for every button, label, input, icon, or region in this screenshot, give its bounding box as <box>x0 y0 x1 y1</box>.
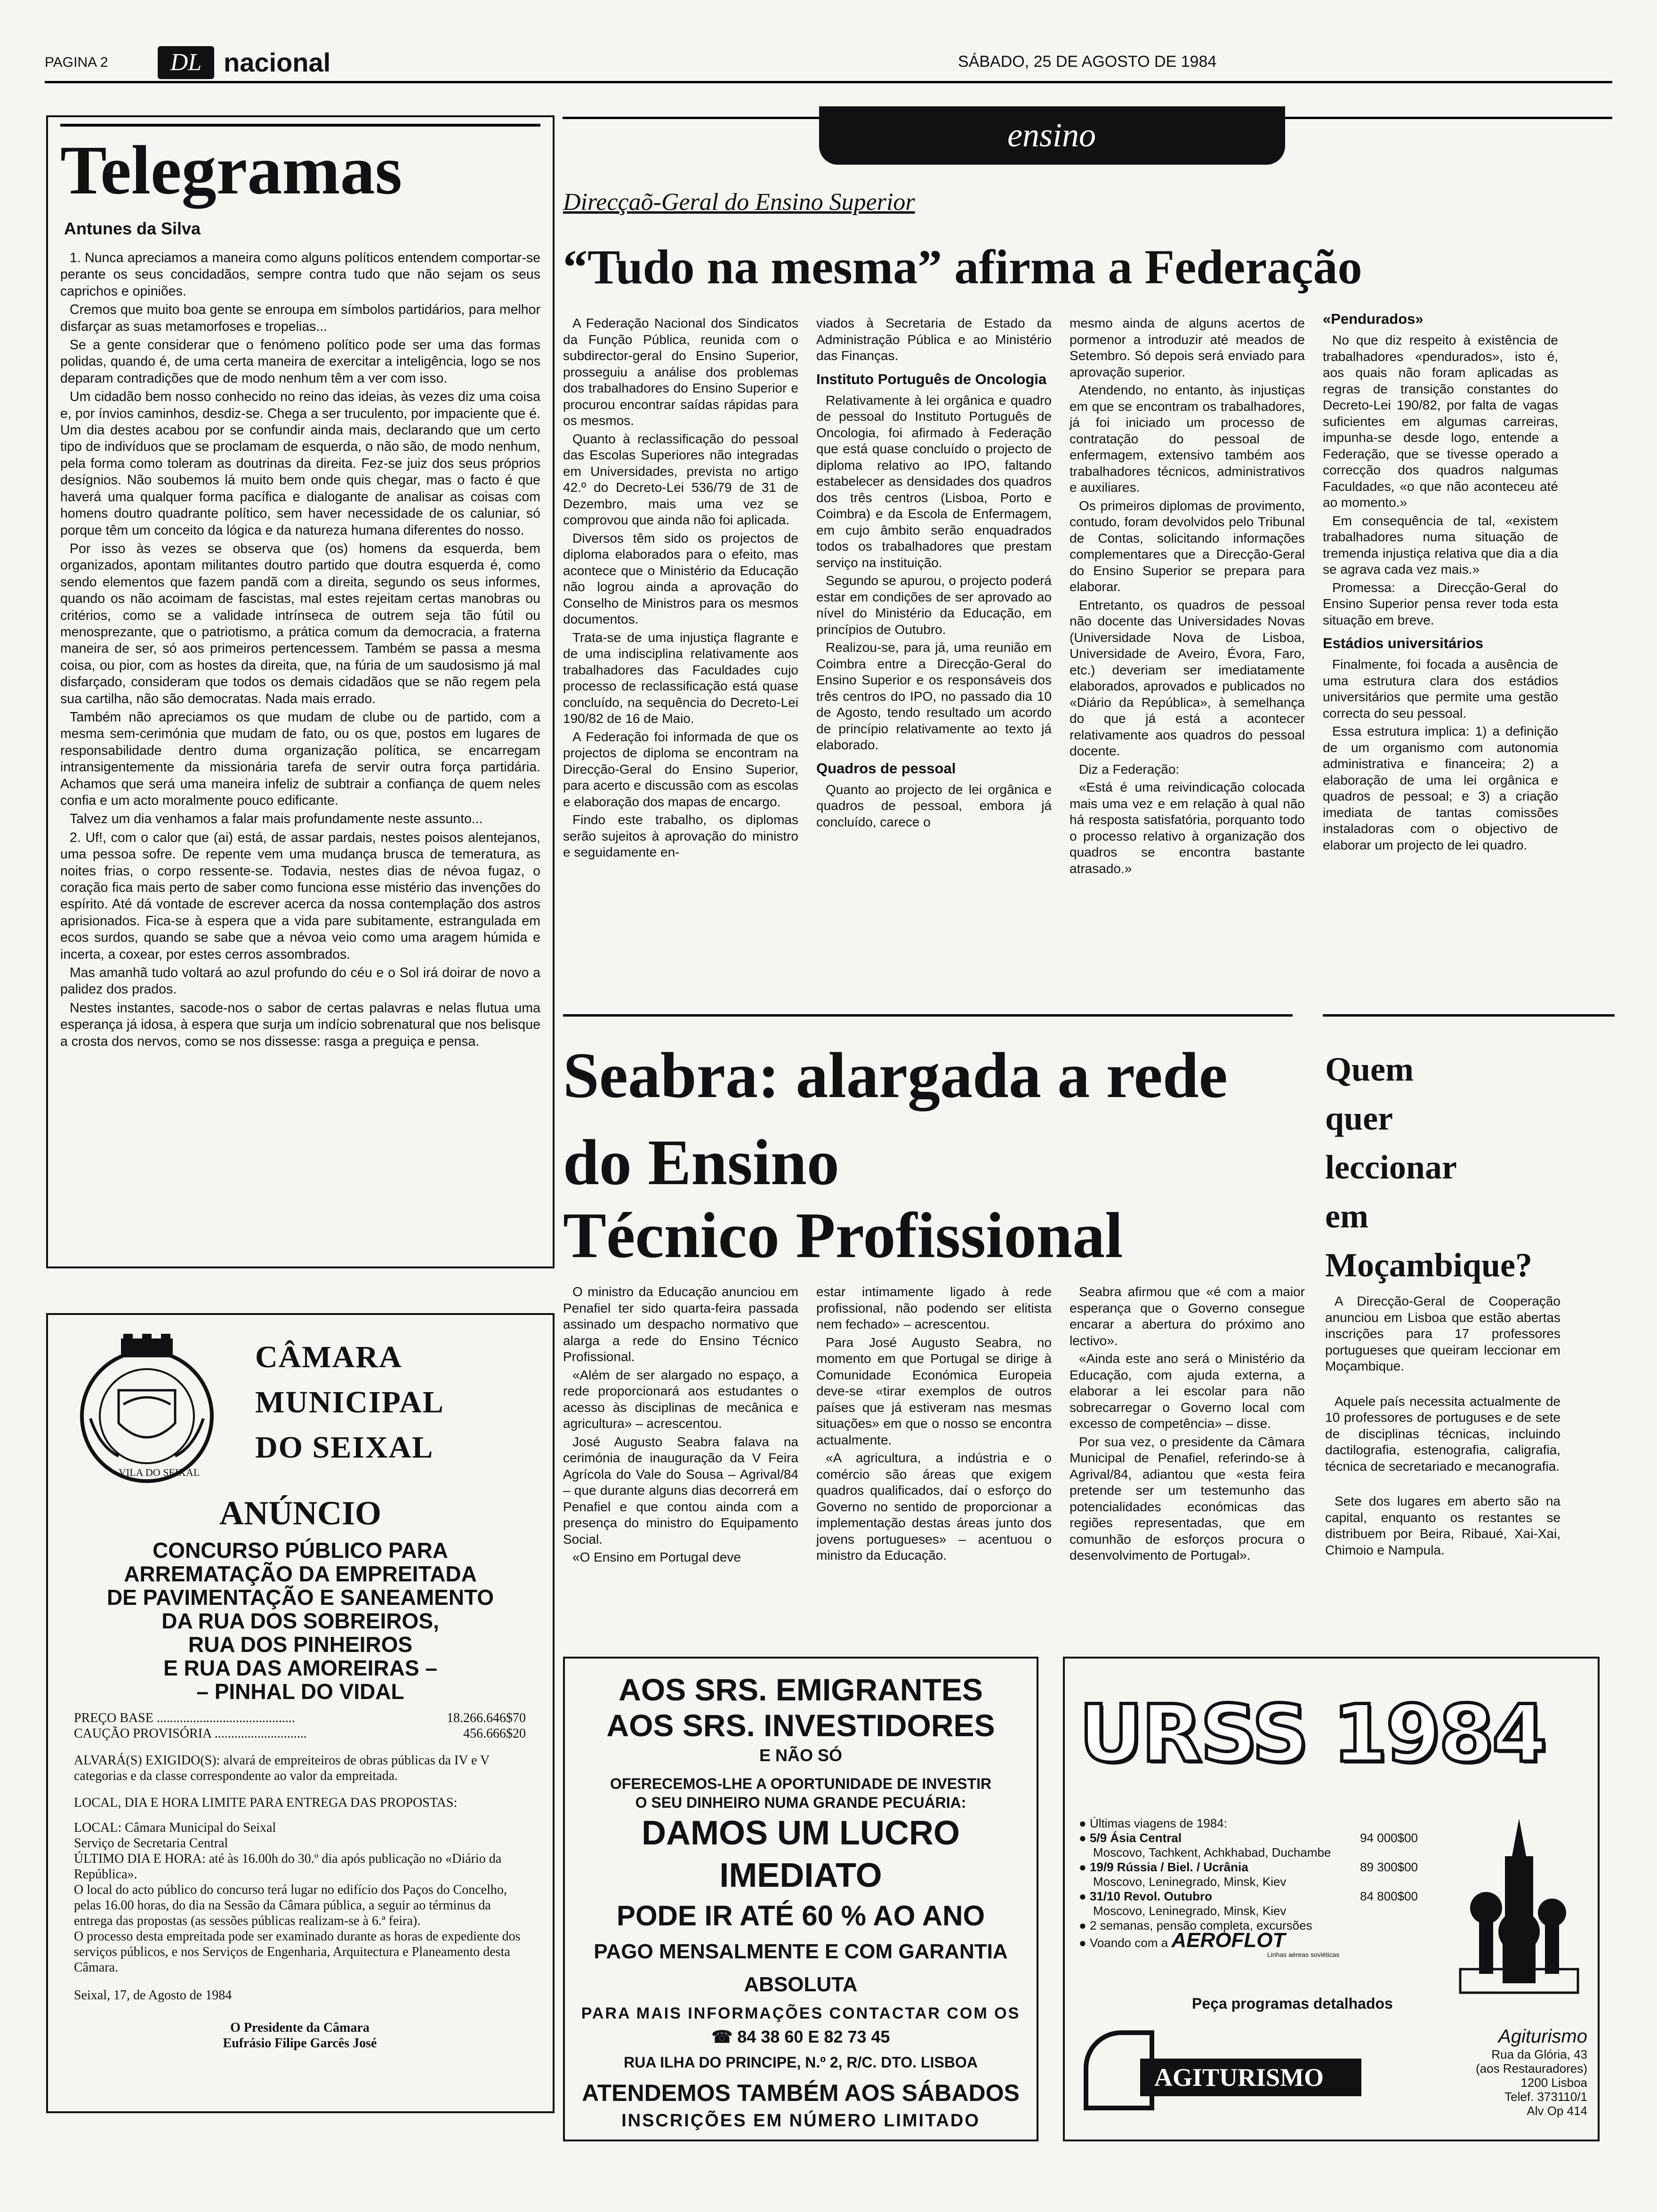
urss-extra: ● Voando com a AEROFLOT <box>1079 1929 1286 1952</box>
municipal-seal-text: VILA DO SEIXAL <box>119 1467 200 1478</box>
urss-intro: ● Últimas viagens de 1984: <box>1079 1816 1227 1830</box>
emigrantes-line-8: PAGO MENSALMENTE E COM GARANTIA ABSOLUTA <box>594 1940 1008 1996</box>
emigrantes-ad <box>563 1657 1038 2141</box>
ensino-tab-label: ensino <box>1007 116 1096 154</box>
preco-row <box>74 1710 526 1726</box>
concurso-line: RUA DOS PINHEIROS <box>188 1632 413 1657</box>
ensino-paragraph: Entretanto, os quadros de pessoal não docente das Universidades Novas (Universidade Nova de Lisboa, Universidade de Aveiro, Évora, Faro, etc.) deveriam ser imediatamente elaborados, aprovados e publicados no «Diário da República», à semelhança do que já está a acontecer relativamente aos quadros do pessoal docente. <box>1070 597 1305 758</box>
local-title: LOCAL, DIA E HORA LIMITE PARA ENTREGA DAS PROPOSTAS: <box>74 1795 458 1810</box>
ensino-paragraph: Realizou-se, para já, uma reunião em Coimbra entre a Direcção-Geral do Ensino Superior e os responsáveis dos três centros do IPO, no passado dia 10 de Agosto, tendo resultado um acordo de princípio relativamente ao texto já elaborado. <box>816 640 1052 752</box>
agiturismo-address-line: Alv Op 414 <box>1527 2104 1587 2118</box>
aeroflot-logo: AEROFLOT <box>1171 1929 1286 1952</box>
telegramas-author: Antunes da Silva <box>64 219 201 238</box>
mocambique-paragraph: Aquele país necessita actualmente de 10 professores de portuguses e de sete de disciplinas técnicas, incluindo dactilografia, estenografia, caligrafia, técnica de secretariado e mecanografia. <box>1325 1394 1560 1474</box>
urss-trip: ● 5/9 Ásia Central 94 000$00 <box>1079 1831 1418 1845</box>
emigrantes-line-5: O SEU DINHEIRO NUMA GRANDE PECUÁRIA: <box>635 1794 966 1811</box>
mocambique-headline-line: leccionar <box>1325 1148 1457 1186</box>
seabra-paragraph: O ministro da Educação anunciou em Penafiel ter sido quarta-feira passada assinado um despacho normativo que alarga a rede do Ensino Técnico Profissional. <box>563 1284 798 1364</box>
urss-trip: ● 31/10 Revol. Outubro 84 800$00 <box>1079 1889 1418 1903</box>
telegramas-title: Telegramas <box>60 132 402 209</box>
telegramas-text <box>60 250 540 1050</box>
seabra-headline-3: Técnico Profissional <box>563 1199 1123 1271</box>
caucao-value: 456.666$20 <box>463 1726 526 1741</box>
section-name: nacional <box>224 48 331 77</box>
telegramas-paragraph: Cremos que muito boa gente se enroupa em símbolos partidários, para melhor disfarçar as suas metamorfoses e tropelias... <box>60 302 540 334</box>
seabra-top-rule <box>563 1014 1293 1017</box>
emigrantes-line-2: AOS SRS. INVESTIDORES <box>606 1708 995 1743</box>
mocambique-top-rule <box>1323 1014 1615 1017</box>
seabra-paragraph: «Ainda este ano será o Ministério da Educação, com ajuda externa, a elaborar a lei escolar para não sobrecarregar o Governo local com excesso de competência» – disse. <box>1070 1351 1305 1431</box>
ensino-subhead-ipo: Instituto Português de Oncologia <box>816 370 1047 387</box>
newspaper-logo: DL <box>158 46 214 79</box>
agiturismo-contact <box>1437 2026 1587 2118</box>
ensino-column-1 <box>563 315 798 863</box>
emigrantes-line-9: PARA MAIS INFORMAÇÕES CONTACTAR COM OS <box>581 2004 1021 2022</box>
ensino-subhead-estadios: Estádios universitários <box>1323 635 1484 651</box>
urss-cta: Peça programas detalhados <box>1192 1995 1393 2012</box>
emigrantes-line-12: ATENDEMOS TAMBÉM AOS SÁBADOS <box>582 2080 1020 2106</box>
urss-ad <box>1063 1657 1600 2141</box>
mocambique-text <box>1325 1293 1560 1560</box>
camara-signer-title: O Presidente da Câmara <box>230 2020 370 2035</box>
seabra-paragraph: José Augusto Seabra falava na cerimónia de inauguração da V Feira Agrícola do Vale do Sousa – Agrival/84 – que durante alguns dias decorrerá em Penafiel e que contou ainda com a presença do ministro do Equipamento Social. <box>563 1434 798 1547</box>
ensino-kicker: Direcçaõ-Geral do Ensino Superior <box>563 189 915 216</box>
agiturismo-name: Agiturismo <box>1498 2026 1587 2047</box>
emigrantes-line-3: E NÃO SÓ <box>759 1746 843 1765</box>
agiturismo-logo-bar: AGITURISMO <box>1140 2059 1361 2096</box>
mocambique-headline-line: em <box>1325 1197 1368 1235</box>
preco-label: PREÇO BASE .......................................... <box>74 1711 295 1725</box>
urss-title: URSS 1984 <box>1079 1688 1545 1780</box>
camara-title-line: MUNICIPAL <box>255 1385 444 1419</box>
concurso-line: E RUA DAS AMOREIRAS – <box>163 1656 437 1680</box>
emigrantes-phone: ☎ 84 38 60 E 82 73 45 <box>711 2027 890 2046</box>
seabra-paragraph: Para José Augusto Seabra, no momento em que Portugal se dirige à Comunidade Económica Europeia deve-se «tirar exemplos de outros países que já estiveram nas mesmas situações» em que o nosso se encontra actualmente. <box>816 1335 1052 1447</box>
emigrantes-line-6: DAMOS UM LUCRO IMEDIATO <box>642 1814 960 1894</box>
seabra-paragraph: «A agricultura, a indústria e o comércio são áreas que exigem quadros qualificados, daí o esforço do Governo no sentido de proporcionar a implementação destas áreas junto dos jovens portugueses» – acentuou o ministro da Educação. <box>816 1451 1052 1563</box>
telegramas-top-rule <box>60 124 540 127</box>
municipal-seal-icon <box>76 1334 217 1489</box>
seabra-headline-2: do Ensino <box>563 1126 839 1198</box>
seabra-column-2 <box>816 1284 1052 1566</box>
seabra-paragraph: Seabra afirmou que «é com a maior esperança que o Governo consegue encarar a abertura do próximo ano lectivo». <box>1070 1284 1305 1348</box>
telegramas-paragraph: Um cidadão bem nosso conhecido no reino das ideias, às vezes diz uma coisa e, por ínvios caminhos, desdiz-se. Chega a ser truculento, por impaciente que é. Um dia destes acabou por se confundir ainda mais, declarando que um certo tipo de indivíduos que se proclamam de esquerda, o não são, de modo nenhum, pela forma como toleram as doutrinas da direita. Fez-se juiz dos seus próprios desígnios. Não soubemos lá muito bem onde quis chegar, mas o facto é que haverá uma qualquer forma pacífica e dialogante de analisar as coisas com homens doutro quadrante político, sem haver necessidade de os caluniar, só porque têm um conceito da lógica e da natureza humana diferentes do nosso. <box>60 389 540 538</box>
camara-signer-name: Eufrásio Filipe Garcês José <box>223 2036 377 2051</box>
concurso-line: DA RUA DOS SOBREIROS, <box>161 1609 439 1633</box>
telegramas-box <box>46 115 555 1268</box>
aeroflot-sub: Linhas aéreas soviéticas <box>1267 1951 1340 1958</box>
ensino-paragraph: Os primeiros diplomas de provimento, contudo, foram devolvidos pelo Tribunal de Contas, solicitando informações complementares que a Direcção-Geral do Ensino Superior se prepara para elaborar. <box>1070 498 1305 594</box>
ensino-paragraph: Diz a Federação: <box>1079 761 1180 777</box>
page-date: SÁBADO, 25 DE AGOSTO DE 1984 <box>958 53 1217 71</box>
emigrantes-line-13: INSCRIÇÕES EM NÚMERO LIMITADO <box>621 2111 980 2131</box>
ensino-subhead-pendurados: «Pendurados» <box>1323 311 1424 327</box>
local-line: Serviço de Secretaria Central <box>74 1836 228 1851</box>
mocambique-paragraph: Sete dos lugares em aberto são na capital, enquanto os restantes se distribuem por Beira, Ribaué, Xai-Xai, Chimoio e Nampula. <box>1325 1494 1560 1557</box>
camara-details <box>74 1710 526 2051</box>
concurso-line: ARREMATAÇÃO DA EMPREITADA <box>124 1562 477 1586</box>
agiturismo-address-line: 1200 Lisboa <box>1520 2076 1587 2090</box>
ensino-paragraph: Promessa: a Direcção-Geral do Ensino Superior pensa rever toda esta situação em breve. <box>1323 580 1558 627</box>
ensino-subhead-quadros: Quadros de pessoal <box>816 760 956 777</box>
header-rule <box>45 81 1612 83</box>
seabra-paragraph: «Além de ser alargado no espaço, a rede proporcionará aos estudantes o acesso às disciplinas de mecânica e agricultura» – acrescentou. <box>563 1367 798 1431</box>
caucao-row <box>74 1726 526 1741</box>
ensino-paragraph: Finalmente, foi focada a ausência de uma estrutura clara dos estádios universitários que permite uma gestão correcta do seu pessoal. <box>1323 657 1558 721</box>
mocambique-paragraph: A Direcção-Geral de Cooperação anunciou em Lisboa que estão abertas inscrições para 17 professores portugueses que queiram leccionar em Moçambique. <box>1325 1294 1560 1373</box>
concurso-line: – PINHAL DO VIDAL <box>196 1679 404 1704</box>
mocambique-headline-line: quer <box>1325 1099 1393 1137</box>
telegramas-paragraph: 1. Nunca apreciamos a maneira como alguns políticos entendem comportar-se perante os seus concidadãos, sempre contra tudo que não sejam os seus caprichos e opiniões. <box>60 250 540 299</box>
agiturismo-address-line: Rua da Glória, 43 <box>1491 2047 1587 2061</box>
seabra-column-3 <box>1070 1284 1305 1566</box>
ensino-paragraph: A Federação foi informada de que os projectos de diploma se encontram na Direcção-Geral do Ensino Superior, para acerto e discussão com as escolas e elaboração dos mapas de encargo. <box>563 729 798 809</box>
ensino-paragraph: «Está é uma reivindicação colocada mais uma vez e em relação à qual não há resposta satisfatória, porquanto todo o processo relativo à organização dos quadros se encontra bastante atrasado.» <box>1070 780 1305 876</box>
urss-trip-route: Moscovo, Leninegrado, Minsk, Kiev <box>1093 1875 1287 1889</box>
telegramas-paragraph: 2. Uf!, com o calor que (ai) está, de assar pardais, nestes poisos alentejanos, uma pessoa sofre. De repente vem uma mudança brusca de temeratura, as noites frias, o corpo ressente-se. Todavia, nestes dias de névoa fugaz, o coração fica mais perto de saber como funciona esse mistério das invenções do espírito. Até dá vontade de escrever acerca da nossa contemplação dos astros aprisionados. Fica-se à espera que a vida pare subitamente, estrangulada em ecos surdos, quando se sabe que a névoa veio como uma aragem húmida e incerta, a coxear, por estes cerros assombrados. <box>60 830 540 962</box>
telegramas-paragraph: Se a gente considerar que o fenómeno político pode ser uma das formas polidas, quando é, de uma certa maneira de exercitar a inteligência, logo se nos deparam contradições que de modo nenhum têm a ver com isso. <box>60 337 540 386</box>
telegramas-paragraph: Talvez um dia venhamos a falar mais profundamente neste assunto... <box>70 811 483 827</box>
kremlin-icon <box>1451 1814 1587 2002</box>
page-header <box>45 46 1612 84</box>
acto-text: O local do acto público do concurso terá lugar no edifício dos Paços do Concelho, pelas 16.00 horas, do dia na Sessão da Câmara pública, a seguir ao términus da entrega das propostas (as sessões públicas realizam-se à 6.ª feira). <box>74 1883 507 1928</box>
ensino-headline: “Tudo na mesma” afirma a Federação <box>563 240 1362 294</box>
ensino-paragraph: Findo este trabalho, os diplomas serão sujeitos à aprovação do ministro e seguidamente en- <box>563 812 798 859</box>
ensino-paragraph: Segundo se apurou, o projecto poderá estar em condições de ser aprovado ao nível do Ministério da Educação, em princípios de Outubro. <box>816 573 1052 637</box>
seabra-column-1 <box>563 1284 798 1568</box>
ensino-paragraph: Atendendo, no entanto, às injustiças em que se encontram os trabalhadores, já foi iniciado um processo de contratação do pessoal de enfermagem, extensivo também aos trabalhadores técnicos, administrativos e auxiliares. <box>1070 383 1305 495</box>
ensino-column-2 <box>816 315 1052 832</box>
seabra-paragraph: «O Ensino em Portugal deve <box>572 1550 741 1564</box>
ensino-paragraph: Essa estrutura implica: 1) a definição de um organismo com autonomia administrativa e financeira; 2) a elaboração de uma lei orgânica e quadros de pessoal; e 3) a criação imediata de tantas comissões instaladoras com o objectivo de elaborar um projecto de lei quadro. <box>1323 724 1558 852</box>
ensino-column-4 <box>1323 311 1558 855</box>
page-number: PAGINA 2 <box>45 55 108 70</box>
concurso-line: CONCURSO PÚBLICO PARA <box>153 1538 448 1563</box>
telegramas-paragraph: Também não apreciamos os que mudam de clube ou de partido, com a mesma sem-cerimónia que mudam de fato, ou os que, postos em lugares de responsabilidade dentro duma organização política, se encarregam intransigentemente da missionária tarefa de servir outra força partidária. Achamos que será uma maneira infeliz de subtrair a confiança de quem neles confia e um acto moralmente pouco edificante. <box>60 709 540 808</box>
ensino-paragraph: Quanto à reclassificação do pessoal das Escolas Superiores não integradas em Universidades, prevista no artigo 42.º do Decreto-Lei 536/79 de 31 de Dezembro, mais uma vez se comprovou que ainda não foi aplicada. <box>563 431 798 527</box>
urss-trip-route: Moscovo, Leninegrado, Minsk, Kiev <box>1093 1904 1287 1918</box>
urss-trip: ● 19/9 Rússia / Biel. / Ucrânia 89 300$00 <box>1079 1860 1418 1874</box>
ensino-paragraph: Trata-se de uma injustiça flagrante e de uma indisciplina relativamente aos trabalhadores das Faculdades cujo processo de reclassificação está quase concluído, na sequência do Decreto-Lei 190/82 de 16 de Maio. <box>563 630 798 726</box>
ensino-paragraph: A Federação Nacional dos Sindicatos da Função Pública, reunida com o subdirector-geral do Ensino Superior, prosseguiu a análise dos problemas dos trabalhadores do Ensino Superior e procurou encontrar saídas rápidas para os mesmos. <box>563 316 798 428</box>
emigrantes-line-4: OFERECEMOS-LHE A OPORTUNIDADE DE INVESTIR <box>610 1775 992 1792</box>
mocambique-headline <box>1325 1045 1532 1290</box>
camara-title <box>255 1335 444 1470</box>
caucao-label: CAUÇÃO PROVISÓRIA ............................ <box>74 1726 307 1741</box>
ensino-paragraph: Quanto ao projecto de lei orgânica e quadros de pessoal, embora já concluído, carece o <box>816 782 1052 829</box>
mocambique-headline-line: Moçambique? <box>1325 1246 1532 1284</box>
local-line: LOCAL: Câmara Municipal do Seixal <box>74 1820 276 1835</box>
ensino-column-3 <box>1070 315 1305 879</box>
camara-title-line: CÂMARA <box>255 1340 402 1374</box>
preco-value: 18.266.646$70 <box>447 1711 526 1725</box>
agiturismo-address-line: (aos Restauradores) <box>1476 2061 1587 2076</box>
ensino-paragraph: Relativamente à lei orgânica e quadro de pessoal do Instituto Português de Oncologia, foi afirmado à Federação que está quase concluído o projecto de diploma relativo ao IPO, faltando estabelecer as densidades dos quadros dos três centros (Lisboa, Porto e Coimbra) e da Escola de Enfermagem, em cujo âmbito serão enquadrados todos os trabalhadores que prestam serviço na instituição. <box>816 393 1052 570</box>
ensino-paragraph: mesmo ainda de alguns acertos de pormenor a introduzir até meados de Setembro. Só depois será enviado para aprovação superior. <box>1070 316 1305 379</box>
alvara-text: ALVARÁ(S) EXIGIDO(S): alvará de empreiteiros de obras públicas da IV e V categorias e da classe correspondente ao valor da empreitada. <box>74 1753 490 1783</box>
anuncio-title: ANÚNCIO <box>219 1494 381 1532</box>
urss-trip-route: Moscovo, Tachkent, Achkhabad, Duchambe <box>1093 1845 1331 1859</box>
seabra-paragraph: estar intimamente ligado à rede profissional, não podendo ser elitista nem fechado» – acrescentou. <box>816 1284 1052 1331</box>
emigrantes-line-1: AOS SRS. EMIGRANTES <box>619 1672 983 1707</box>
emigrantes-address: RUA ILHA DO PRINCIPE, N.º 2, R/C. DTO. LISBOA <box>624 2054 978 2071</box>
seabra-paragraph: Por sua vez, o presidente da Câmara Municipal de Penafiel, referindo-se à Agrival/84, adiantou que «esta feira pretende ser um testemunho das potencialidades económicas das regiões representadas, que em comunhão de esforços procura o desenvolvimento de Portugal». <box>1070 1434 1305 1563</box>
agiturismo-address-line: Telef. 373110/1 <box>1504 2090 1587 2104</box>
camara-date: Seixal, 17, de Agosto de 1984 <box>74 1988 232 2003</box>
ensino-paragraph: viados à Secretaria de Estado da Administração Pública e ao Ministério das Finanças. <box>816 316 1052 363</box>
ultimo-dia: ÚLTIMO DIA E HORA: até às 16.00h do 30.º dia após publicação no «Diário da República». <box>74 1851 502 1882</box>
camara-title-line: DO SEIXAL <box>255 1430 434 1465</box>
agiturismo-logo <box>1079 2021 1371 2115</box>
urss-trips <box>1079 1816 1418 1959</box>
mocambique-headline-line: Quem <box>1325 1050 1414 1088</box>
ensino-paragraph: Diversos têm sido os projectos de diploma elaborados para o efeito, mas acontece que o Ministério da Educação não logrou ainda a aprovação do Conselho de Ministros para os mesmos documentos. <box>563 530 798 626</box>
processo-text: O processo desta empreitada pode ser examinado durante as horas de expediente dos serviços públicos, e nos Serviços de Engenharia, Arquitectura e Planeamento desta Câmara. <box>74 1929 521 1975</box>
urss-extra: ● 2 semanas, pensão completa, excursões <box>1079 1918 1312 1932</box>
seabra-headline-1: Seabra: alargada a rede <box>563 1039 1228 1111</box>
telegramas-paragraph: Mas amanhã tudo voltará ao azul profundo do céu e o Sol irá doirar de novo a palidez dos prados. <box>60 965 540 997</box>
camara-ad <box>46 1313 555 2113</box>
concurso-line: DE PAVIMENTAÇÃO E SANEAMENTO <box>106 1585 494 1610</box>
emigrantes-text <box>565 1672 1037 2132</box>
emigrantes-line-7: PODE IR ATÉ 60 % AO ANO <box>616 1900 985 1931</box>
ensino-paragraph: Em consequência de tal, «existem trabalhadores numa situação de tremenda injustiça relativa que dia a dia se agrava cada vez mais.» <box>1323 513 1558 577</box>
ensino-paragraph: No que diz respeito à existência de trabalhadores «pendurados», isto é, aos quais não foram aplicadas as regras de transição constantes do Decreto-Lei 190/82, por falta de vagas suficientes em algumas carreiras, impunha-se desde logo, entende a Federação, que se tivesse operado a correcção dos quadros nalgumas Faculdades, «o que não aconteceu até ao momento.» <box>1323 333 1558 510</box>
telegramas-paragraph: Por isso às vezes se observa que (os) homens da esquerda, bem organizados, apontam militantes doutro partido que doutra esquerda é, como sendo elementos que fazem pandã com a direita, segundo os seus informes, quando os não acoimam de fascistas, mal estes rejeitam certas manobras ou critérios, como se a validade intrínseca de outrem seja tão fútil ou menosprezante, que o patriotismo, a prática comum da democracia, a fraterna maneira de ser, só aos primeiros pertencessem. Também se passa a mesma coisa, ou pior, com as hostes da direita, que, na fúria de um saudosismo já mal disfarçado, consideram que todos os demais cidadãos que se não regem pela sua cartilha, não são democratas. Nada mais errado. <box>60 541 540 706</box>
telegramas-paragraph: Nestes instantes, sacode-nos o sabor de certas palavras e nelas flutua uma esperança já idosa, à espera que surja um indício sobrenatural que nos belisque a crosta dos nervos, como se nos dissesse: rasga a preguiça e pensa. <box>60 1000 540 1049</box>
concurso-title <box>48 1539 553 1703</box>
